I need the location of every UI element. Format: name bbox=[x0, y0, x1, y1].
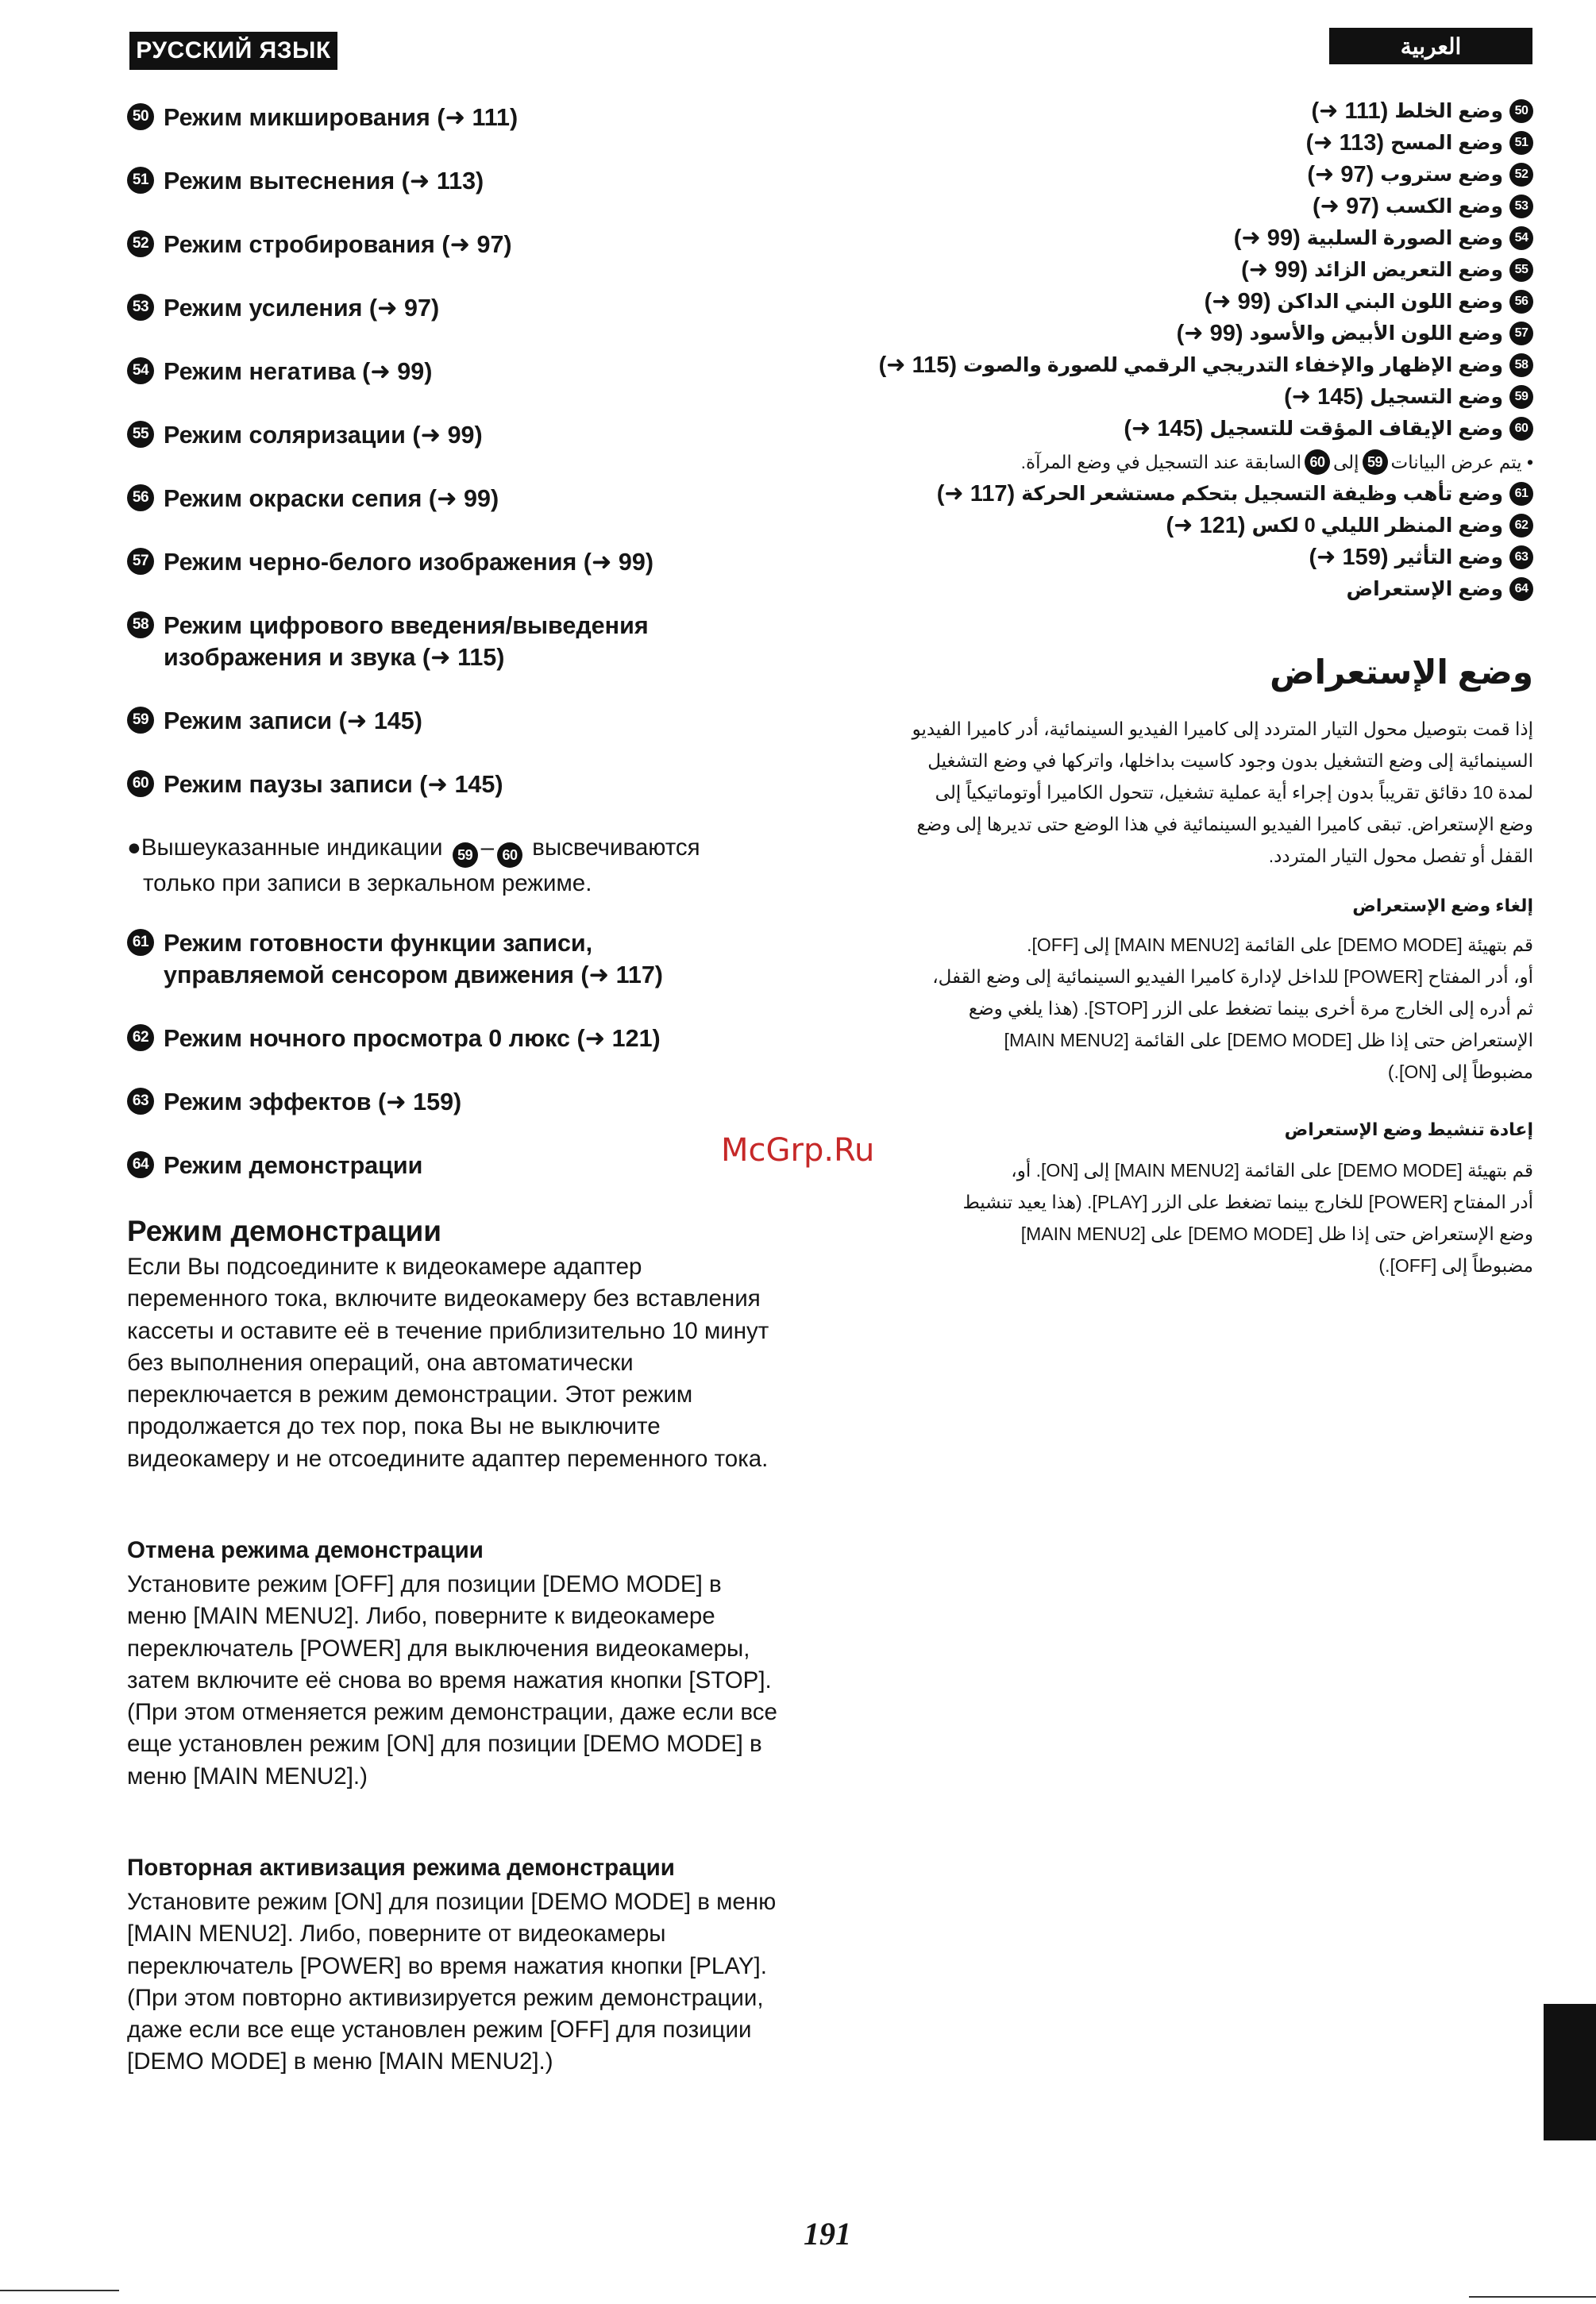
ru-list-item bbox=[127, 1023, 661, 1054]
ru-demo-title: Режим демонстрации bbox=[127, 1215, 441, 1247]
scan-artifact-line bbox=[0, 2290, 119, 2291]
number-badge: 55 bbox=[127, 421, 154, 448]
ar-list-item bbox=[1340, 575, 1533, 603]
ar-item-ref: (➜ 145) bbox=[1124, 416, 1204, 441]
ar-item-ref: (➜ 113) bbox=[1305, 130, 1385, 156]
number-badge: 63 bbox=[127, 1088, 154, 1115]
ru-list-item bbox=[127, 927, 731, 991]
ar-list-item bbox=[1309, 543, 1533, 572]
number-badge: 60 bbox=[127, 770, 154, 797]
ru-item-text: Режим паузы записи (➜ 145) bbox=[164, 771, 503, 798]
ar-list-item bbox=[1234, 224, 1533, 252]
number-badge: 52 bbox=[1509, 163, 1533, 187]
ar-item-text: وضع الخلط bbox=[1394, 100, 1503, 122]
note-text-post: السابقة عند التسجيل في وضع المرآة. bbox=[1020, 451, 1301, 472]
ar-item-text: وضع الصورة السلبية bbox=[1306, 227, 1503, 249]
range-dash: – bbox=[480, 834, 495, 861]
number-badge: 50 bbox=[1509, 99, 1533, 123]
number-badge: 50 bbox=[127, 103, 154, 130]
ru-item-text: Режим микширования (➜ 111) bbox=[164, 104, 519, 131]
ru-item-text: Режим негатива (➜ 99) bbox=[164, 358, 433, 385]
ru-item-text: Режим усиления (➜ 97) bbox=[164, 295, 440, 322]
ar-body-line: أو، أدر المفتاح [POWER] للداخل لإدارة كاميرا الفيديو السينمائية إلى وضع القفل، bbox=[932, 966, 1533, 987]
ru-list-item bbox=[127, 546, 653, 578]
ar-item-text: وضع التسجيل bbox=[1370, 386, 1503, 408]
ar-list-item bbox=[1284, 383, 1533, 411]
number-badge: 64 bbox=[1509, 577, 1533, 601]
ru-item-text: Режим черно-белого изображения (➜ 99) bbox=[164, 549, 653, 576]
ru-list-item bbox=[127, 419, 483, 451]
ru-list-item bbox=[127, 769, 503, 800]
ru-item-text: Режим эффектов (➜ 159) bbox=[164, 1088, 462, 1115]
number-badge: 51 bbox=[1509, 131, 1533, 155]
number-badge: 62 bbox=[1509, 514, 1533, 537]
ar-mirror-note bbox=[1021, 449, 1533, 475]
ar-item-text: وضع الإستعراض bbox=[1346, 578, 1503, 600]
ar-item-text: وضع تأهب وظيفة التسجيل بتحكم مستشعر الحركة bbox=[1021, 483, 1503, 505]
ar-list-item bbox=[879, 351, 1533, 380]
number-badge: 61 bbox=[127, 929, 154, 956]
number-badge: 53 bbox=[1509, 195, 1533, 218]
ar-item-text: وضع المنظر الليلي 0 لكس bbox=[1251, 514, 1503, 537]
ar-item-ref: (➜ 99) bbox=[1176, 321, 1243, 346]
ru-list-item bbox=[127, 229, 512, 260]
ar-reactivate-body bbox=[874, 1154, 1533, 1281]
ar-item-text: وضع التأثير bbox=[1394, 546, 1503, 568]
ar-cancel-body bbox=[874, 929, 1533, 1088]
ru-list-item bbox=[127, 1150, 422, 1181]
ar-item-ref: (➜ 121) bbox=[1166, 513, 1246, 538]
ru-item-text: Режим цифрового введения/выведения изображения и звука (➜ 115) bbox=[164, 612, 649, 671]
ar-body-line: قم بتهيئة [DEMO MODE] على القائمة [MAIN MENU2] إلى [OFF]. bbox=[1027, 934, 1533, 955]
ar-item-ref: (➜ 159) bbox=[1309, 545, 1389, 570]
ar-list-item bbox=[1177, 319, 1533, 348]
ar-item-text: وضع المسح bbox=[1390, 132, 1503, 154]
number-badge: 57 bbox=[1509, 322, 1533, 345]
ru-reactivate-title: Повторная активизация режима демонстрации bbox=[127, 1855, 675, 1881]
ar-item-ref: (➜ 97) bbox=[1307, 162, 1374, 187]
section-thumb-tab bbox=[1544, 2004, 1596, 2140]
ar-list-item bbox=[1307, 160, 1533, 189]
note-text-post: высвечиваются bbox=[532, 834, 700, 861]
russian-language-tab: РУССКИЙ ЯЗЫК bbox=[129, 32, 337, 70]
bullet: • bbox=[1526, 451, 1533, 472]
ar-item-ref: (➜ 99) bbox=[1241, 257, 1309, 283]
ru-item-text: Режим ночного просмотра 0 люкс (➜ 121) bbox=[164, 1025, 661, 1052]
arabic-language-tab: العربية bbox=[1329, 28, 1532, 64]
ru-item-text: Режим стробирования (➜ 97) bbox=[164, 231, 512, 258]
ru-item-text: Режим демонстрации bbox=[164, 1152, 423, 1179]
ar-list-item bbox=[1241, 256, 1533, 284]
ru-item-text: Режим соляризации (➜ 99) bbox=[164, 422, 483, 449]
ar-list-item bbox=[1166, 511, 1534, 540]
ru-list-item bbox=[127, 610, 731, 673]
ar-body-line: لمدة 10 دقائق تقريباً بدون إجراء أية عملية تشغيل، تتحول الكاميرا أوتوماتيكياً إلى bbox=[935, 782, 1533, 803]
number-badge: 54 bbox=[127, 357, 154, 384]
ar-item-ref: (➜ 145) bbox=[1284, 384, 1364, 410]
ar-list-item bbox=[1313, 192, 1533, 221]
ar-body-line: إذا قمت بتوصيل محول التيار المتردد إلى كاميرا الفيديو السينمائية، أدر كاميرا الفيديو bbox=[912, 719, 1533, 739]
ru-reactivate-body: Установите режим [ON] для позиции [DEMO MODE] в меню [MAIN MENU2]. Либо, поверните от видеокамеры переключатель [POWER] во время нажатия кнопки [PLAY]. (При этом повторно активизируется режим демонстрации, даже если все еще установлен режим [OFF] для позиции [DEMO MODE] в меню [MAIN MENU2].) bbox=[127, 1889, 777, 2075]
ru-cancel-title: Отмена режима демонстрации bbox=[127, 1537, 484, 1563]
number-badge: 60 bbox=[1305, 449, 1330, 475]
note-text-line2: только при записи в зеркальном режиме. bbox=[143, 870, 592, 896]
note-text-pre: يتم عرض البيانات bbox=[1390, 451, 1522, 472]
ar-body-line: وضع الإستعراض. تبقى كاميرا الفيديو السينمائية في هذا الوضع حتى تديرها إلى وضع bbox=[916, 814, 1533, 834]
ar-list-item bbox=[937, 480, 1533, 508]
ru-item-text: Режим готовности функции записи, управляемой сенсором движения (➜ 117) bbox=[164, 930, 663, 988]
ru-item-text: Режим окраски сепия (➜ 99) bbox=[164, 485, 499, 512]
number-badge: 56 bbox=[127, 484, 154, 511]
ar-item-ref: (➜ 117) bbox=[936, 481, 1016, 507]
number-badge: 59 bbox=[1509, 385, 1533, 409]
ar-reactivate-title: إعادة تنشيط وضع الإستعراض bbox=[1284, 1119, 1533, 1139]
scan-artifact-line bbox=[1469, 2296, 1596, 2298]
ru-item-text: Режим вытеснения (➜ 113) bbox=[164, 168, 484, 195]
ar-item-ref: (➜ 99) bbox=[1204, 289, 1271, 314]
watermark: McGrp.Ru bbox=[721, 1132, 875, 1169]
number-badge: 63 bbox=[1509, 545, 1533, 569]
ar-item-ref: (➜ 99) bbox=[1233, 225, 1301, 251]
ru-list-item bbox=[127, 292, 439, 324]
ar-list-item bbox=[1306, 129, 1533, 157]
number-badge: 60 bbox=[497, 842, 522, 868]
ar-body-line: أدر المفتاح [POWER] للخارج بينما تضغط على الزر [PLAY]. (هذا يعيد تنشيط bbox=[962, 1192, 1533, 1212]
ru-mirror-note bbox=[127, 832, 810, 900]
ar-cancel-title: إلغاء وضع الإستعراض bbox=[1352, 896, 1533, 915]
number-badge: 51 bbox=[127, 167, 154, 194]
ru-list-item bbox=[127, 356, 432, 387]
bullet: ● bbox=[127, 834, 141, 861]
ar-list-item bbox=[1124, 414, 1533, 443]
number-badge: 59 bbox=[127, 707, 154, 734]
ar-item-ref: (➜ 97) bbox=[1312, 194, 1379, 219]
ru-demo-body: Если Вы подсоедините к видеокамере адаптер переменного тока, включите видеокамеру без вставления кассеты и оставите её в течение приблизительно 10 минут без выполнения операций, она автоматически переключается в режим демонстрации. Этот режим продолжается до тех пор, пока Вы не выключите видеокамеру и не отсоедините адаптер переменного тока. bbox=[127, 1254, 769, 1472]
ar-body-line: مضبوطاً إلى [OFF].) bbox=[1378, 1255, 1533, 1276]
ar-item-ref: (➜ 111) bbox=[1311, 98, 1389, 124]
ar-body-line: الإستعراض حتى إذا ظل [DEMO MODE] على القائمة [MAIN MENU2] bbox=[1004, 1030, 1533, 1050]
number-badge: 59 bbox=[453, 842, 478, 868]
ar-item-text: وضع الإظهار والإخفاء التدريجي الرقمي للصورة والصوت bbox=[963, 354, 1503, 376]
ru-item-text: Режим записи (➜ 145) bbox=[164, 707, 422, 734]
ru-list-item bbox=[127, 102, 518, 133]
ru-list-item bbox=[127, 165, 484, 197]
ar-item-text: وضع اللون الأبيض والأسود bbox=[1249, 322, 1503, 345]
number-badge: 61 bbox=[1509, 482, 1533, 506]
ar-list-item bbox=[1205, 287, 1533, 316]
number-badge: 55 bbox=[1509, 258, 1533, 282]
number-badge: 58 bbox=[1509, 353, 1533, 377]
ar-body-line: السينمائية إلى وضع التشغيل بدون وجود كاسيت بداخلها، واتركها في وضع التشغيل bbox=[927, 750, 1533, 771]
ar-demo-title: وضع الإستعراض bbox=[1270, 653, 1533, 691]
ar-item-text: وضع التعريض الزائد bbox=[1314, 259, 1503, 281]
number-badge: 56 bbox=[1509, 290, 1533, 314]
ru-list-item bbox=[127, 705, 422, 737]
ru-list-item bbox=[127, 483, 499, 514]
number-badge: 54 bbox=[1509, 226, 1533, 250]
note-text-pre: Вышеуказанные индикации bbox=[141, 834, 443, 861]
number-badge: 60 bbox=[1509, 417, 1533, 441]
number-badge: 59 bbox=[1363, 449, 1388, 475]
ar-item-text: وضع الكسب bbox=[1385, 195, 1503, 218]
note-text-mid: إلى bbox=[1332, 451, 1359, 472]
ar-item-text: وضع الإيقاف المؤقت للتسجيل bbox=[1209, 418, 1503, 440]
ar-body-line: مضبوطاً إلى [ON].) bbox=[1387, 1061, 1533, 1082]
number-badge: 53 bbox=[127, 294, 154, 321]
ru-list-item bbox=[127, 1086, 461, 1118]
ar-body-line: قم بتهيئة [DEMO MODE] على القائمة [MAIN MENU2] إلى [ON]. أو، bbox=[1011, 1160, 1533, 1181]
ar-demo-body bbox=[874, 713, 1533, 872]
number-badge: 58 bbox=[127, 611, 154, 638]
ar-body-line: وضع الإستعراض حتى إذا ظل [DEMO MODE] على [MAIN MENU2] bbox=[1020, 1223, 1533, 1244]
number-badge: 52 bbox=[127, 230, 154, 257]
ar-item-text: وضع ستروب bbox=[1380, 164, 1503, 186]
ru-cancel-body: Установите режим [OFF] для позиции [DEMO MODE] в меню [MAIN MENU2]. Либо, поверните к видеокамере переключатель [POWER] для выключения видеокамеры, затем включите её снова во время нажатия кнопки [STOP]. (При этом отменяется режим демонстрации, даже если все еще установлен режим [ON] для позиции [DEMO MODE] в меню [MAIN MENU2].) bbox=[127, 1571, 777, 1790]
ar-list-item bbox=[1311, 97, 1533, 125]
page-number: 191 bbox=[804, 2216, 851, 2252]
ar-item-text: وضع اللون البني الداكن bbox=[1277, 291, 1503, 313]
number-badge: 62 bbox=[127, 1024, 154, 1051]
ar-item-ref: (➜ 115) bbox=[878, 353, 958, 378]
number-badge: 64 bbox=[127, 1151, 154, 1178]
ar-body-line: ثم أدره إلى الخارج مرة أخرى بينما تضغط على الزر [STOP]. (هذا يلغي وضع bbox=[968, 998, 1533, 1019]
ar-body-line: القفل أو تفصل محول التيار المتردد. bbox=[1268, 846, 1533, 866]
number-badge: 57 bbox=[127, 548, 154, 575]
